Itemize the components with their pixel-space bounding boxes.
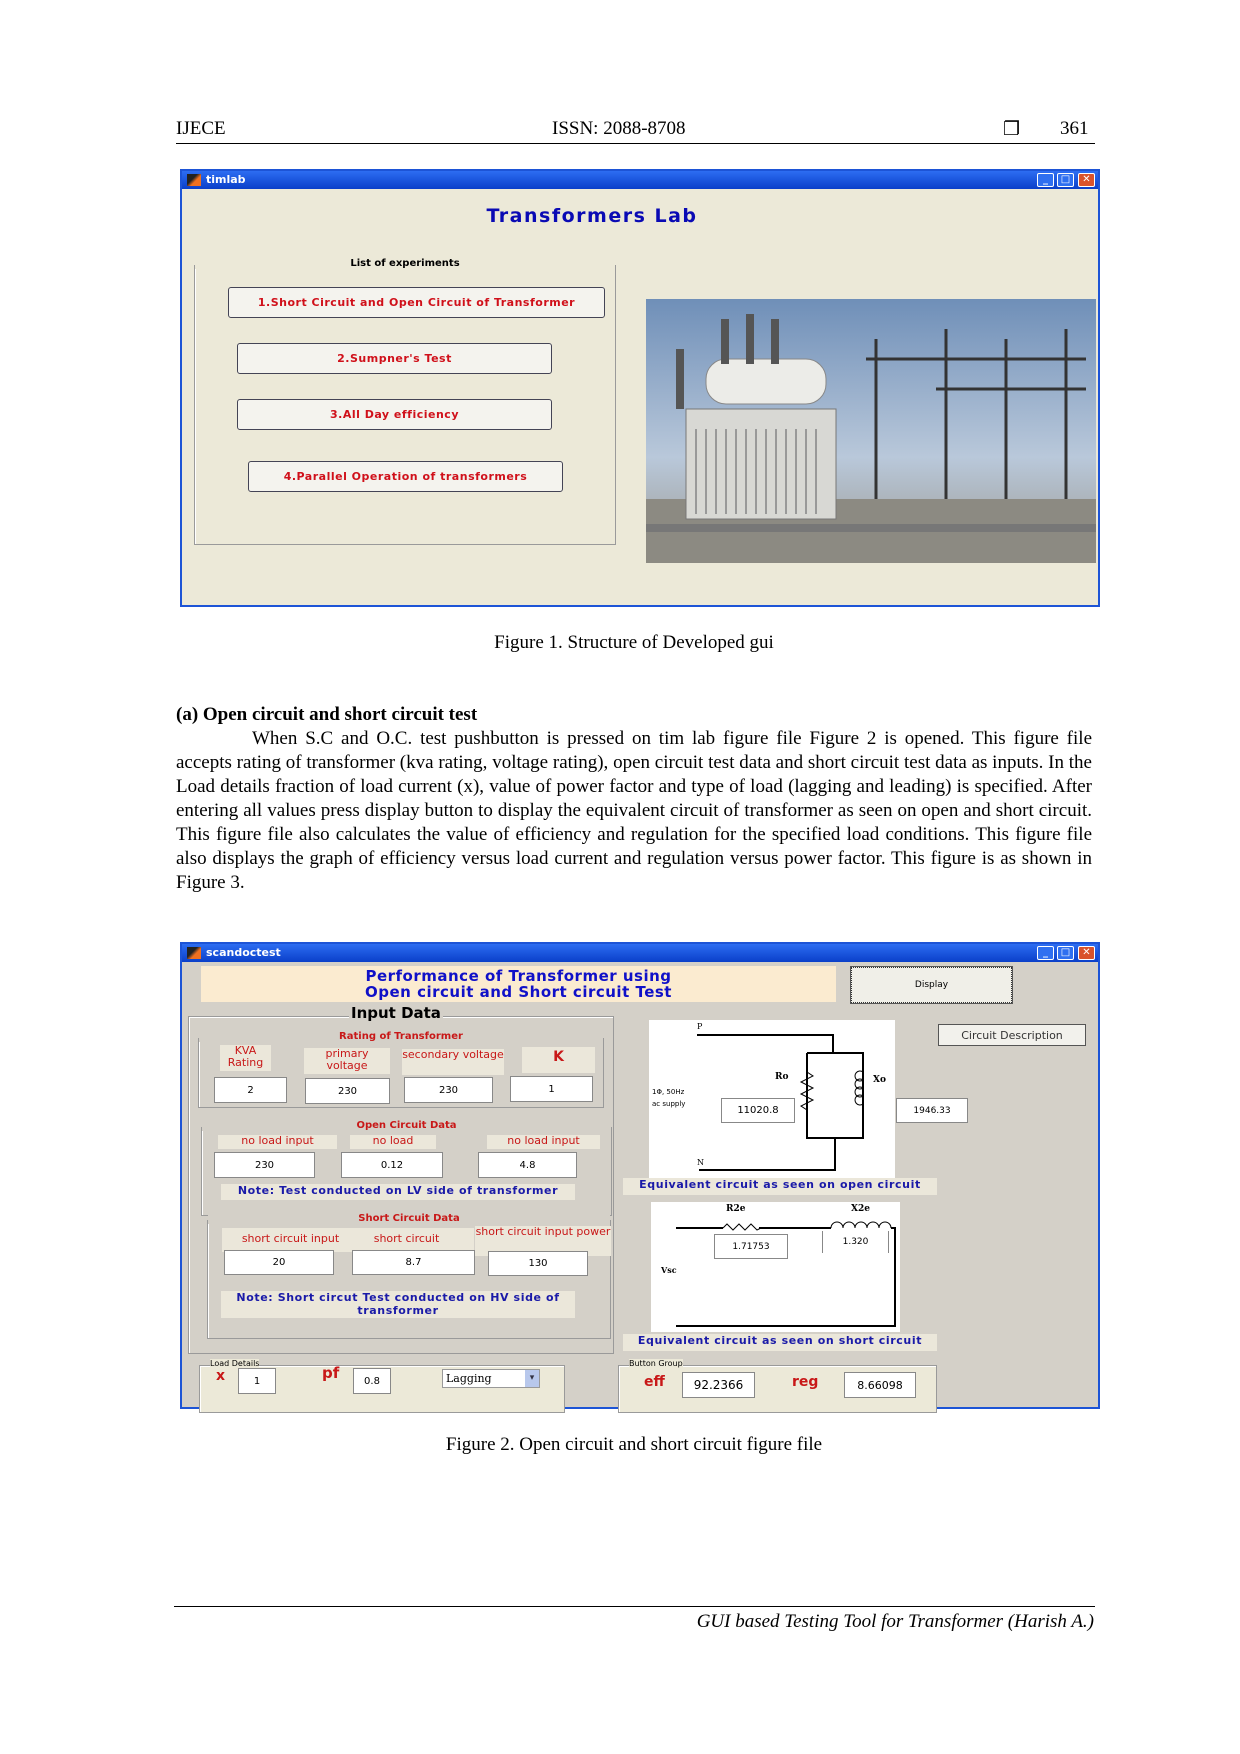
eff-value: 92.2366 — [682, 1372, 755, 1398]
k-label: K — [522, 1047, 595, 1073]
sc-power-input[interactable]: 130 — [488, 1251, 588, 1276]
short-circuit-label: Short Circuit Data — [358, 1213, 460, 1224]
r2e-label: R2e — [726, 1204, 746, 1214]
window-title: scandoctest — [206, 946, 281, 959]
x2e-value: 1.320 — [822, 1231, 889, 1253]
supply-label-2: ac supply — [652, 1100, 686, 1108]
short-open-circuit-button[interactable]: 1.Short Circuit and Open Circuit of Transformer — [228, 287, 605, 318]
footer-text: GUI based Testing Tool for Transformer (Harish A.) — [696, 1611, 1094, 1632]
app-title: Transformers Lab — [486, 205, 698, 227]
oc-power-label: no load input — [487, 1135, 600, 1149]
sc-voltage-input[interactable]: 20 — [224, 1250, 334, 1275]
r2e-value: 1.71753 — [714, 1234, 788, 1259]
eff-label: eff — [644, 1374, 665, 1390]
parallel-operation-button[interactable]: 4.Parallel Operation of transformers — [248, 461, 563, 492]
display-button[interactable]: Display — [851, 967, 1012, 1003]
p-label: P — [697, 1022, 703, 1031]
kva-label: KVA Rating — [220, 1045, 271, 1071]
rating-label: Rating of Transformer — [339, 1031, 463, 1042]
title-line-1: Performance of Transformer using — [365, 967, 672, 985]
xo-label: Xo — [873, 1075, 886, 1085]
matlab-icon — [187, 174, 201, 186]
matlab-icon — [187, 947, 201, 959]
close-button[interactable]: ✕ — [1078, 173, 1095, 187]
pf-label: pf — [322, 1364, 340, 1382]
x2e-label: X2e — [851, 1204, 870, 1214]
sc-voltage-label: short circuit input — [222, 1228, 359, 1252]
header-rule — [176, 143, 1095, 144]
oc-note: Note: Test conducted on LV side of transformer — [221, 1184, 575, 1200]
secondary-voltage-label: secondary voltage — [402, 1049, 504, 1075]
oc-voltage-label: no load input — [218, 1135, 337, 1149]
issn: ISSN: 2088-8708 — [552, 118, 686, 139]
footer-rule — [174, 1606, 1095, 1607]
title-banner — [201, 966, 836, 1002]
close-button[interactable]: ✕ — [1078, 946, 1095, 960]
circuit-description-button[interactable]: Circuit Description — [938, 1024, 1086, 1046]
ro-value: 11020.8 — [721, 1098, 795, 1123]
load-type-select[interactable] — [442, 1369, 540, 1388]
sc-power-label: short circuit input power — [475, 1226, 611, 1256]
maximize-button[interactable]: □ — [1057, 946, 1074, 960]
n-label: N — [697, 1158, 704, 1167]
sc-diagram-caption: Equivalent circuit as seen on short circuit — [623, 1334, 937, 1351]
primary-voltage-label: primary voltage — [304, 1048, 390, 1074]
journal-name: IJECE — [176, 118, 226, 139]
section-heading: (a) Open circuit and short circuit test — [176, 704, 478, 725]
title-bar — [182, 944, 1098, 962]
secondary-voltage-input[interactable]: 230 — [404, 1077, 493, 1103]
open-circuit-label: Open Circuit Data — [356, 1120, 457, 1131]
oc-voltage-input[interactable]: 230 — [214, 1152, 315, 1178]
maximize-button[interactable]: □ — [1057, 173, 1074, 187]
reg-label: reg — [792, 1374, 819, 1390]
ro-label: Ro — [775, 1072, 789, 1082]
sc-note: Note: Short circut Test conducted on HV side of transformer — [221, 1291, 575, 1318]
sumpners-test-button[interactable]: 2.Sumpner's Test — [237, 343, 552, 374]
all-day-efficiency-button[interactable]: 3.All Day efficiency — [237, 399, 552, 430]
square-bullet-icon: ❐ — [1003, 119, 1021, 140]
sc-circuit-lines — [651, 1202, 900, 1332]
transformer-photo — [646, 299, 1096, 563]
kva-input[interactable]: 2 — [214, 1077, 287, 1103]
oc-power-input[interactable]: 4.8 — [478, 1152, 577, 1178]
oc-current-input[interactable]: 0.12 — [341, 1152, 443, 1178]
input-data-label: Input Data — [351, 1004, 441, 1022]
oc-current-label: no load — [350, 1135, 436, 1149]
short-circuit-diagram — [651, 1202, 900, 1332]
chevron-down-icon[interactable]: ▾ — [525, 1370, 539, 1387]
x-input[interactable]: 1 — [238, 1368, 276, 1394]
section-paragraph: When S.C and O.C. test pushbutton is pressed on tim lab figure file Figure 2 is opened. This figure file accepts rating of transformer (kva rating, voltage rating), open circuit test data and short circuit test data as inputs. In the Load details fraction of load current (x), value of power factor and type of load (lagging and leading) is specified. After entering all values press display button to display the equivalent circuit of transformer as seen on open and short circuit. This figure file also calculates the value of efficiency and regulation for the specified load conditions. This figure file also displays the graph of efficiency versus load current and regulation versus power factor. This figure is as shown in Figure 3. — [176, 728, 1092, 893]
supply-label: 1Φ, 50Hz — [652, 1088, 685, 1096]
title-bar — [182, 171, 1098, 189]
window-title: timlab — [206, 173, 246, 186]
timlab-window — [180, 169, 1100, 607]
button-group-label: Button Group — [629, 1359, 683, 1368]
minimize-button[interactable]: _ — [1037, 946, 1054, 960]
figure2-caption: Figure 2. Open circuit and short circuit figure file — [445, 1434, 823, 1455]
xo-value: 1946.33 — [896, 1098, 968, 1123]
oc-diagram-caption: Equivalent circuit as seen on open circuit — [623, 1178, 937, 1195]
pf-input[interactable]: 0.8 — [353, 1368, 391, 1394]
minimize-button[interactable]: _ — [1037, 173, 1054, 187]
vsc-label: Vsc — [661, 1265, 677, 1275]
x-label: x — [216, 1368, 226, 1384]
reg-value: 8.66098 — [844, 1372, 916, 1398]
sc-current-input[interactable]: 8.7 — [352, 1250, 475, 1275]
title-line-2: Open circuit and Short circuit Test — [365, 983, 672, 1001]
scandoctest-window — [180, 942, 1100, 1409]
load-type-value: Lagging — [446, 1372, 492, 1385]
figure1-caption: Figure 1. Structure of Developed gui — [494, 632, 774, 653]
load-details-label: Load Details — [210, 1359, 260, 1368]
page-number: 361 — [1060, 118, 1089, 139]
group-label: List of experiments — [350, 258, 460, 269]
sc-current-label: short circuit — [339, 1228, 474, 1252]
k-input[interactable]: 1 — [510, 1076, 593, 1102]
primary-voltage-input[interactable]: 230 — [305, 1078, 390, 1104]
